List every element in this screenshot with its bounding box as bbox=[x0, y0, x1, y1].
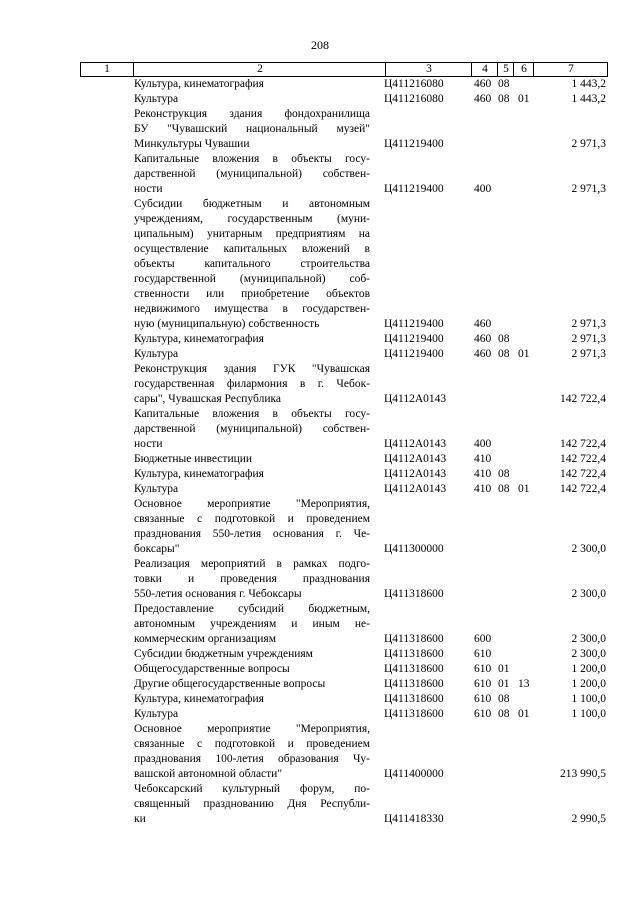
header-col-3: 3 bbox=[385, 63, 472, 76]
header-col-2: 2 bbox=[133, 63, 386, 76]
row-amount: 142 722,4 bbox=[560, 438, 606, 450]
page-number: 208 bbox=[311, 38, 329, 52]
row-name bbox=[134, 107, 370, 152]
row-col-4: 460 bbox=[474, 318, 492, 330]
row-code: Ц411318600 bbox=[384, 588, 444, 600]
row-name-line: коммерческим организациям bbox=[134, 633, 276, 645]
row-name-line: вашской автономной области" bbox=[134, 768, 283, 780]
row-code: Ц411400000 bbox=[384, 768, 444, 780]
row-name-line: Культура, кинематография bbox=[134, 693, 264, 705]
row-name bbox=[134, 497, 370, 557]
row-name-line: Общегосударственные вопросы bbox=[134, 663, 290, 675]
row-name-line: Основное мероприятие "Мероприятия, bbox=[134, 498, 370, 510]
row-name-line: Другие общегосударственные вопросы bbox=[134, 678, 326, 690]
row-name bbox=[134, 482, 370, 497]
row-code: Ц411318600 bbox=[384, 648, 444, 660]
row-col-5: 08 bbox=[498, 693, 510, 705]
table-row bbox=[0, 347, 640, 362]
row-name-line: празднования 100-летия образования Чу- bbox=[134, 753, 370, 765]
row-code: Ц411318600 bbox=[384, 708, 444, 720]
row-amount: 2 971,3 bbox=[571, 318, 606, 330]
header-col-6: 6 bbox=[513, 63, 534, 76]
table-row bbox=[0, 197, 640, 332]
table-row bbox=[0, 452, 640, 467]
row-name-line: ки bbox=[134, 813, 146, 825]
row-col-4: 460 bbox=[474, 333, 492, 345]
table-row bbox=[0, 677, 640, 692]
row-name bbox=[134, 362, 370, 407]
row-name-line: ную (муниципальную) собственность bbox=[134, 318, 320, 330]
row-name-line: Культура, кинематография bbox=[134, 78, 264, 90]
row-col-5: 08 bbox=[498, 483, 510, 495]
row-amount: 142 722,4 bbox=[560, 393, 606, 405]
row-code: Ц411300000 bbox=[384, 543, 444, 555]
row-name-line: БУ "Чувашский национальный музей" bbox=[134, 123, 370, 135]
row-code: Ц4112А0143 bbox=[384, 468, 447, 480]
row-code: Ц411216080 bbox=[384, 93, 444, 105]
row-col-4: 460 bbox=[474, 348, 492, 360]
table-row bbox=[0, 362, 640, 407]
row-amount: 1 200,0 bbox=[571, 663, 606, 675]
row-name-line: Субсидии бюджетным и автономным bbox=[134, 198, 370, 210]
row-name-line: Реализация мероприятий в рамках подго- bbox=[134, 558, 370, 570]
table-body bbox=[0, 77, 640, 827]
row-name-line: священный празднованию Дня Республи- bbox=[134, 798, 370, 810]
table-header bbox=[80, 62, 608, 77]
row-name-line: Предоставление субсидий бюджетным, bbox=[134, 603, 370, 615]
row-col-4: 460 bbox=[474, 93, 492, 105]
row-name-line: боксары" bbox=[134, 543, 180, 555]
header-col-1: 1 bbox=[104, 63, 110, 75]
header-col-7: 7 bbox=[533, 63, 608, 76]
row-amount: 142 722,4 bbox=[560, 468, 606, 480]
row-name-line: Культура bbox=[134, 708, 179, 720]
row-name bbox=[134, 77, 370, 92]
row-amount: 2 300,0 bbox=[571, 588, 606, 600]
row-col-5: 08 bbox=[498, 333, 510, 345]
row-code: Ц411219400 bbox=[384, 348, 444, 360]
row-col-6: 01 bbox=[518, 483, 530, 495]
row-amount: 2 971,3 bbox=[571, 138, 606, 150]
row-col-5: 08 bbox=[498, 468, 510, 480]
row-name-line: празднования 550-летия основания г. Че- bbox=[134, 528, 370, 540]
row-name bbox=[134, 557, 370, 602]
row-code: Ц4112А0143 bbox=[384, 483, 447, 495]
header-col-4: 4 bbox=[471, 63, 498, 76]
row-amount: 1 200,0 bbox=[571, 678, 606, 690]
row-name-line: связанные с подготовкой и проведением bbox=[134, 513, 370, 525]
row-name bbox=[134, 647, 370, 662]
row-amount: 2 971,3 bbox=[571, 183, 606, 195]
row-name-line: объекты капитального строительства bbox=[134, 258, 370, 270]
row-name-line: Капитальные вложения в объекты госу- bbox=[134, 408, 370, 420]
table-row bbox=[0, 107, 640, 152]
table-row bbox=[0, 77, 640, 92]
row-col-4: 410 bbox=[474, 483, 492, 495]
row-code: Ц4112А0143 bbox=[384, 438, 447, 450]
row-name-line: ципальным) унитарным предприятиям на bbox=[134, 228, 370, 240]
row-amount: 1 100,0 bbox=[571, 708, 606, 720]
row-col-6: 01 bbox=[518, 708, 530, 720]
row-col-4: 600 bbox=[474, 633, 492, 645]
row-col-5: 01 bbox=[498, 678, 510, 690]
row-amount: 2 300,0 bbox=[571, 543, 606, 555]
row-amount: 2 300,0 bbox=[571, 648, 606, 660]
table-row bbox=[0, 782, 640, 827]
table-row bbox=[0, 722, 640, 782]
row-name-line: сары", Чувашская Республика bbox=[134, 393, 281, 405]
row-col-4: 610 bbox=[474, 663, 492, 675]
row-amount: 1 443,2 bbox=[571, 78, 606, 90]
row-name-line: связанные с подготовкой и проведением bbox=[134, 738, 370, 750]
row-name bbox=[134, 467, 370, 482]
table-row bbox=[0, 92, 640, 107]
row-code: Ц411219400 bbox=[384, 318, 444, 330]
row-col-5: 08 bbox=[498, 348, 510, 360]
table-row bbox=[0, 497, 640, 557]
row-name-line: Чебоксарский культурный форум, по- bbox=[134, 783, 370, 795]
row-amount: 1 443,2 bbox=[571, 93, 606, 105]
row-name bbox=[134, 407, 370, 452]
row-col-5: 01 bbox=[498, 663, 510, 675]
row-name-line: Реконструкция здания фондохранилища bbox=[134, 108, 370, 120]
row-amount: 2 990,5 bbox=[571, 813, 606, 825]
header-col-5: 5 bbox=[497, 63, 514, 76]
row-name bbox=[134, 677, 370, 692]
row-name-line: учреждениям, государственным (муни- bbox=[134, 213, 370, 225]
row-name bbox=[134, 662, 370, 677]
row-amount: 2 971,3 bbox=[571, 333, 606, 345]
row-col-5: 08 bbox=[498, 78, 510, 90]
row-col-6: 01 bbox=[518, 93, 530, 105]
row-amount: 1 100,0 bbox=[571, 693, 606, 705]
row-name-line: Капитальные вложения в объекты госу- bbox=[134, 153, 370, 165]
row-name-line: осуществление капитальных вложений в bbox=[134, 243, 370, 255]
row-col-5: 08 bbox=[498, 708, 510, 720]
row-name-line: товки и проведения празднования bbox=[134, 573, 370, 585]
row-col-4: 610 bbox=[474, 693, 492, 705]
row-col-6: 01 bbox=[518, 348, 530, 360]
row-name-line: Реконструкция здания ГУК "Чувашская bbox=[134, 363, 370, 375]
row-code: Ц411216080 bbox=[384, 78, 444, 90]
row-amount: 142 722,4 bbox=[560, 453, 606, 465]
row-name-line: дарственной (муниципальной) собствен- bbox=[134, 168, 370, 180]
row-name-line: государственная филармония в г. Чебок- bbox=[134, 378, 370, 390]
row-name bbox=[134, 197, 370, 332]
row-col-4: 460 bbox=[474, 78, 492, 90]
row-name-line: Минкультуры Чувашии bbox=[134, 138, 250, 150]
row-name bbox=[134, 722, 370, 782]
row-col-4: 410 bbox=[474, 468, 492, 480]
row-name-line: Культура bbox=[134, 348, 179, 360]
row-name-line: ности bbox=[134, 183, 163, 195]
row-code: Ц411418330 bbox=[384, 813, 444, 825]
row-name bbox=[134, 602, 370, 647]
row-code: Ц411318600 bbox=[384, 678, 444, 690]
row-code: Ц411219400 bbox=[384, 183, 444, 195]
row-amount: 2 300,0 bbox=[571, 633, 606, 645]
row-name bbox=[134, 347, 370, 362]
row-code: Ц411219400 bbox=[384, 138, 444, 150]
row-name-line: Культура bbox=[134, 93, 179, 105]
row-name-line: Культура, кинематография bbox=[134, 333, 264, 345]
table-row bbox=[0, 647, 640, 662]
row-code: Ц411318600 bbox=[384, 633, 444, 645]
row-name-line: Культура, кинематография bbox=[134, 468, 264, 480]
table-row bbox=[0, 707, 640, 722]
row-code: Ц4112А0143 bbox=[384, 453, 447, 465]
row-name-line: Бюджетные инвестиции bbox=[134, 453, 253, 465]
row-name-line: автономным учреждениям и иным не- bbox=[134, 618, 370, 630]
row-col-4: 610 bbox=[474, 678, 492, 690]
row-name bbox=[134, 332, 370, 347]
row-code: Ц411219400 bbox=[384, 333, 444, 345]
row-code: Ц411318600 bbox=[384, 693, 444, 705]
row-name bbox=[134, 692, 370, 707]
row-code: Ц4112А0143 bbox=[384, 393, 447, 405]
row-name bbox=[134, 452, 370, 467]
row-col-4: 410 bbox=[474, 453, 492, 465]
row-name bbox=[134, 92, 370, 107]
row-name-line: Субсидии бюджетным учреждениям bbox=[134, 648, 313, 660]
table-row bbox=[0, 602, 640, 647]
row-code: Ц411318600 bbox=[384, 663, 444, 675]
row-amount: 2 971,3 bbox=[571, 348, 606, 360]
row-col-4: 610 bbox=[474, 648, 492, 660]
row-name-line: Основное мероприятие "Мероприятия, bbox=[134, 723, 370, 735]
row-name bbox=[134, 707, 370, 722]
row-col-4: 400 bbox=[474, 438, 492, 450]
table-row bbox=[0, 692, 640, 707]
row-name-line: 550-летия основания г. Чебоксары bbox=[134, 588, 302, 600]
table-row bbox=[0, 332, 640, 347]
table-row bbox=[0, 557, 640, 602]
row-amount: 142 722,4 bbox=[560, 483, 606, 495]
row-name-line: ности bbox=[134, 438, 163, 450]
row-name-line: Культура bbox=[134, 483, 179, 495]
table-row bbox=[0, 467, 640, 482]
table-row bbox=[0, 662, 640, 677]
row-name-line: недвижимого имущества в государствен- bbox=[134, 303, 370, 315]
table-row bbox=[0, 152, 640, 197]
row-name bbox=[134, 782, 370, 827]
row-name-line: дарственной (муниципальной) собствен- bbox=[134, 423, 370, 435]
table-row bbox=[0, 482, 640, 497]
row-name-line: государственной (муниципальной) соб- bbox=[134, 273, 370, 285]
row-col-4: 400 bbox=[474, 183, 492, 195]
row-col-6: 13 bbox=[518, 678, 530, 690]
row-col-4: 610 bbox=[474, 708, 492, 720]
table-row bbox=[0, 407, 640, 452]
row-name bbox=[134, 152, 370, 197]
row-col-5: 08 bbox=[498, 93, 510, 105]
row-name-line: ственности или приобретение объектов bbox=[134, 288, 370, 300]
row-amount: 213 990,5 bbox=[560, 768, 606, 780]
